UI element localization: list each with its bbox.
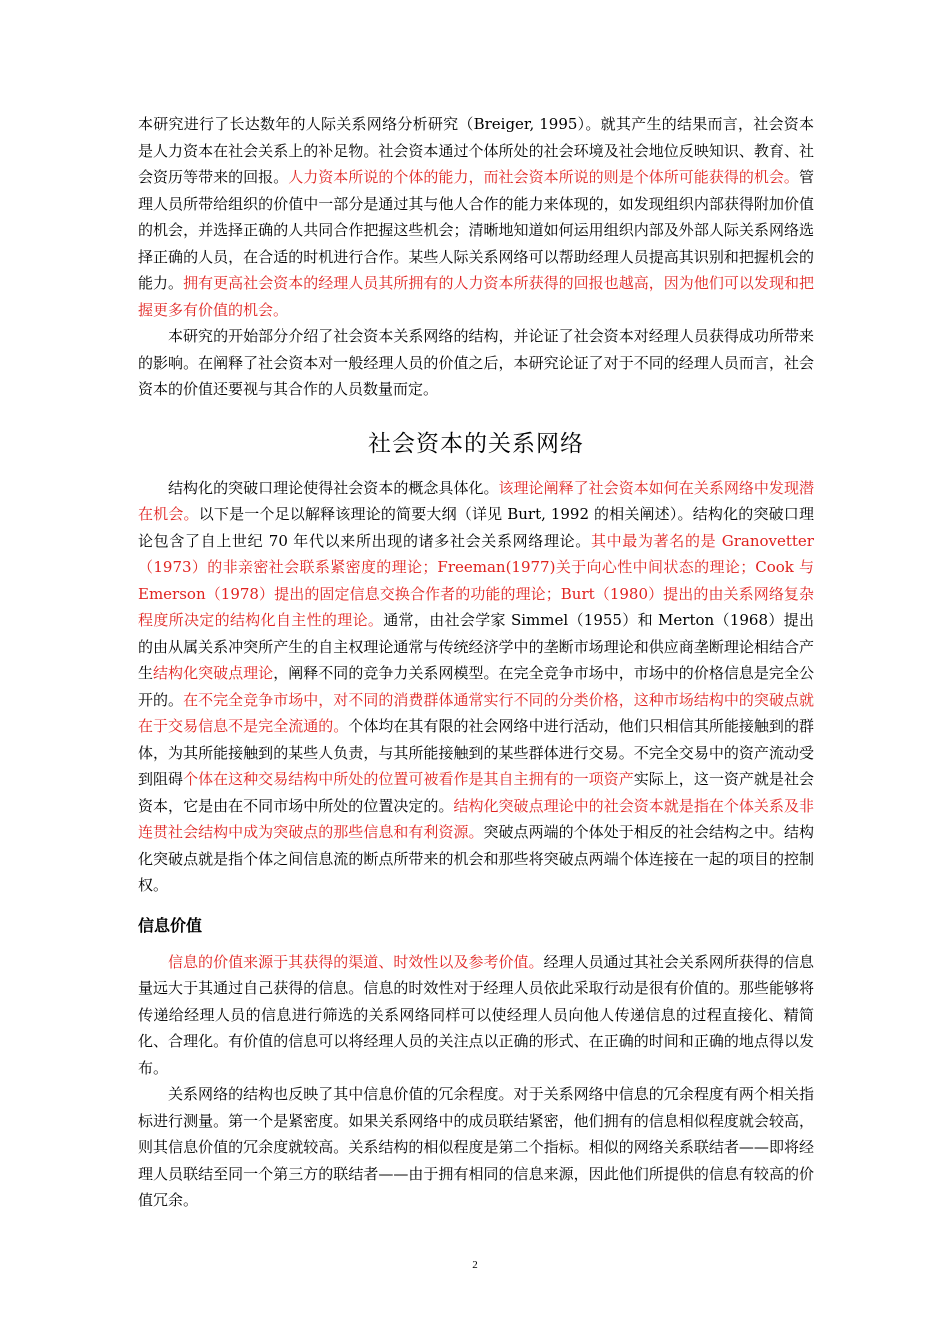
body-text: 突破点两端的个体处于相反的社会结构之中。结构化突破点就是指个体之间信息流的断点所带来的机会和那些将突破点两端个体连接在一起的项目的控制权。 <box>138 823 814 894</box>
highlighted-text: 该理论阐释了社会资本如何在关系网络中发现潜在机会。 <box>138 478 814 523</box>
highlighted-text: 其中最为著名的是 Granovetter（1973）的非亲密社会联系紧密度的理论；Freeman(1977)关于向心性中间状态的理论；Cook 与 Emerson（1978）提出的固定信息交换合作者的功能的理论；Burt（1980）提出的由关系网络复杂程度所决定的结构化自主性的理论。 <box>138 531 814 629</box>
body-text: 以下是一个足以解释该理论的简要大纲（详见 Burt, 1992 的相关阐述）。结构化的突破口理论包含了自上世纪 70 年代以来所出现的诸多社会关系网络理论。 <box>138 505 814 550</box>
body-text: 本研究进行了长达数年的人际关系网络分析研究（Breiger, 1995）。就其产生的结果而言，社会资本是人力资本在社会关系上的补足物。社会资本通过个体所处的社会环境及社会地位反映知识、教育、社会资历等带来的回报。 <box>138 115 814 186</box>
intro-paragraph-2: 本研究的开始部分介绍了社会资本关系网络的结构，并论证了社会资本对经理人员获得成功所带来的影响。在阐释了社会资本对一般经理人员的价值之后，本研究论证了对于不同的经理人员而言，社会资本的价值还要视与其合作的人员数量而定。 <box>138 327 814 398</box>
body-text: 实际上，这一资产就是社会资本，它是由在不同市场中所处的位置决定的。 <box>138 770 814 815</box>
section-title: 社会资本的关系网络 <box>368 430 584 457</box>
page-content <box>138 111 814 1214</box>
section-paragraph-1 <box>138 475 814 899</box>
body-text: ，阐释不同的竞争力关系网模型。在完全竞争市场中，市场中的价格信息是完全公开的。 <box>138 664 814 709</box>
body-text: 通常，由社会学家 Simmel（1955）和 Merton（1968）提出的由从属关系冲突所产生的自主权理论通常与传统经济学中的垄断市场理论和供应商垄断理论相结合产生 <box>138 611 814 682</box>
body-text: 结构化的突破口理论使得社会资本的概念具体化。 <box>168 478 499 497</box>
subsection-title: 信息价值 <box>138 915 203 935</box>
highlighted-text: 结构化突破点理论 <box>153 664 274 682</box>
highlighted-text: 个体在这种交易结构中所处的位置可被看作是其自主拥有的一项资产 <box>183 770 634 788</box>
highlighted-text: 结构化突破点理论中的社会资本就是指在个体关系及非连贯社会结构中成为突破点的那些信息和有利资源。 <box>138 796 814 841</box>
highlighted-text: 拥有更高社会资本的经理人员其所拥有的人力资本所获得的回报也越高，因为他们可以发现和把握更多有价值的机会。 <box>138 274 814 319</box>
highlighted-text: 在不完全竞争市场中，对不同的消费群体通常实行不同的分类价格，这种市场结构中的突破点就在于交易信息不是完全流通的。 <box>138 690 814 735</box>
page-number: 2 <box>472 1259 478 1271</box>
body-text: 经理人员通过其社会关系网所获得的信息量远大于其通过自己获得的信息。信息的时效性对于经理人员依此采取行动是很有价值的。那些能够将传递给经理人员的信息进行筛选的关系网络同样可以使经理人员向他人传递信息的过程直接化、精简化、合理化。有价值的信息可以将经理人员的关注点以正确的形式、在正确的时间和正确的地点得以发布。 <box>138 952 814 1077</box>
body-text: 管理人员所带给组织的价值中一部分是通过其与他人合作的能力来体现的，如发现组织内部获得附加价值的机会，并选择正确的人共同合作把握这些机会；清晰地知道如何运用组织内部及外部人际关系网络选择正确的人员，在合适的时机进行合作。某些人际关系网络可以帮助经理人员提高其识别和把握机会的能力。 <box>138 168 814 292</box>
highlighted-text: 人力资本所说的个体的能力，而社会资本所说的则是个体所可能获得的机会。 <box>288 168 799 186</box>
highlighted-text: 信息的价值来源于其获得的渠道、时效性以及参考价值。 <box>168 952 544 971</box>
body-text: 个体均在其有限的社会网络中进行活动，他们只相信其所能接触到的群体，为其所能接触到的某些人负责，与其所能接触到的某些群体进行交易。不完全交易中的资产流动受到阻碍 <box>138 717 814 788</box>
subsection-paragraph-2: 关系网络的结构也反映了其中信息价值的冗余程度。对于关系网络中信息的冗余程度有两个相关指标进行测量。第一个是紧密度。如果关系网络中的成员联结紧密，他们拥有的信息相似程度就会较高，则其信息价值的冗余度就较高。关系结构的相似程度是第二个指标。相似的网络关系联结者——即将经理人员联结至同一个第三方的联结者——由于拥有相同的信息来源，因此他们所提供的信息有较高的价值冗余。 <box>138 1085 814 1209</box>
intro-paragraph-1 <box>138 111 814 323</box>
subsection-paragraph-1 <box>138 949 814 1082</box>
